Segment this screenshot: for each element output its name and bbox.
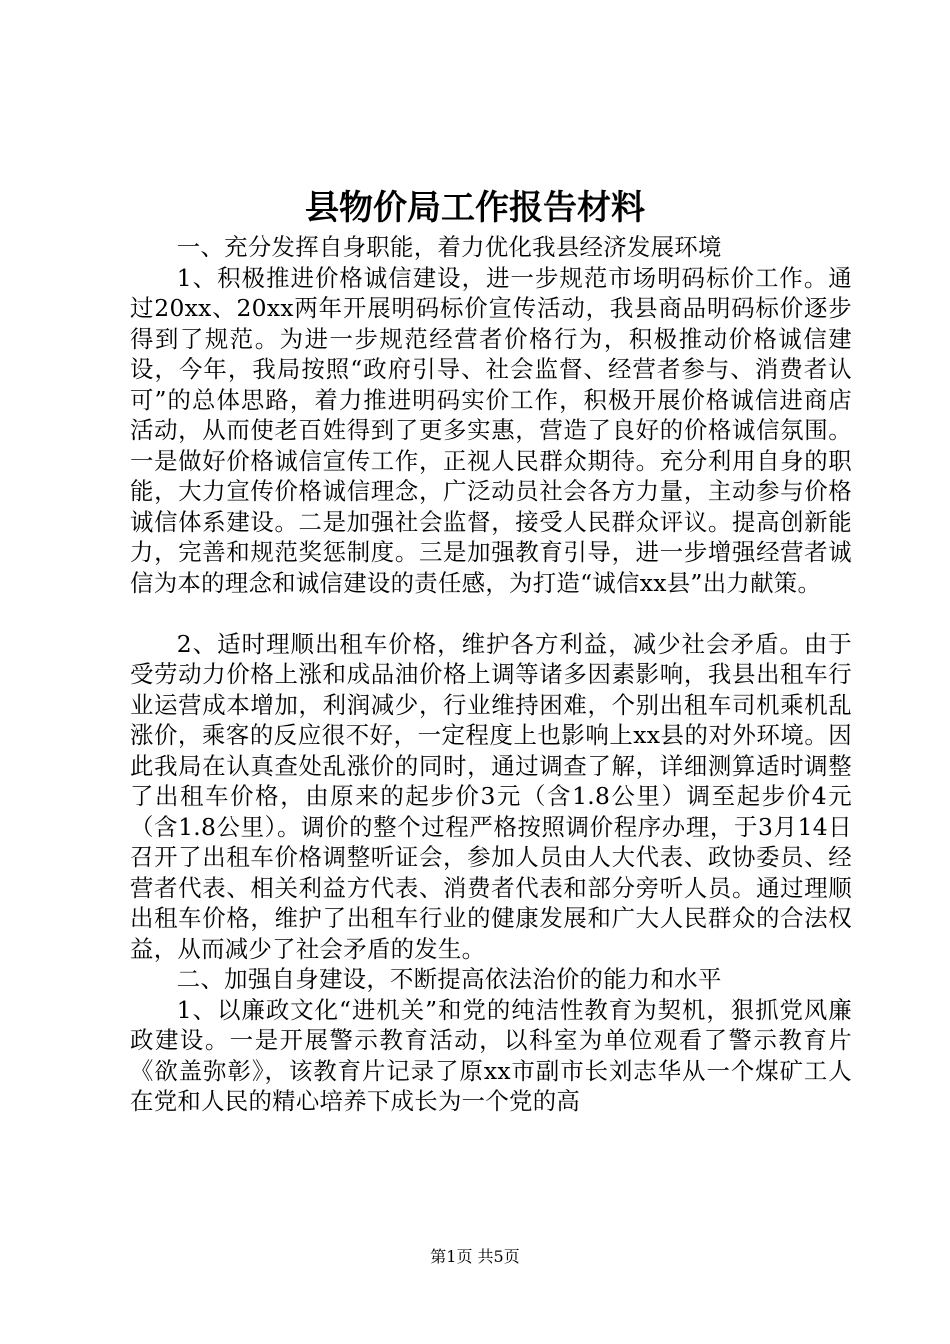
paragraph-price-integrity: 1、积极推进价格诚信建设，进一步规范市场明码标价工作。通过20xx、20xx两年开展明码标价宣传活动，我县商品明码标价逐步得到了规范。为进一步规范经营者价格行为，积极推动价格诚信建设，今年，我局按照“政府引导、社会监督、经营者参与、消费者认可”的总体思路，着力推进明码实价工作，积极开展价格诚信进商店活动，从而使老百姓得到了更多实惠，营造了良好的价格诚信氛围。一是做好价格诚信宣传工作，正视人民群众期待。充分利用自身的职能，大力宣传价格诚信理念，广泛动员社会各方力量，主动参与价格诚信体系建设。二是加强社会监督，接受人民群众评议。提高创新能力，完善和规范奖惩制度。三是加强教育引导，进一步增强经营者诚信为本的理念和诚信建设的责任感，为打造“诚信xx县”出力献策。 <box>130 263 852 597</box>
page-number-footer: 第1页 共5页 <box>430 1247 520 1266</box>
section-heading-1: 一、充分发挥自身职能，着力优化我县经济发展环境 <box>176 233 722 261</box>
paragraph-taxi-price: 2、适时理顺出租车价格，维护各方利益，减少社会矛盾。由于受劳动力价格上涨和成品油价格上调等诸多因素影响，我县出租车行业运营成本增加，利润减少，行业维持困难，个别出租车司机乘机乱涨价，乘客的反应很不好，一定程度上也影响上xx县的对外环境。因此我局在认真查处乱涨价的同时，通过调查了解，详细测算适时调整了出租车价格，由原来的起步价3元（含1.8公里）调至起步价4元（含1.8公里）。调价的整个过程严格按照调价程序办理，于3月14日召开了出租车价格调整听证会，参加人员由人大代表、政协委员、经营者代表、相关利益方代表、消费者代表和部分旁听人员。通过理顺出租车价格，维护了出租车行业的健康发展和广大人民群众的合法权益，从而减少了社会矛盾的发生。 <box>130 629 852 963</box>
paragraph-party-integrity: 1、以廉政文化“进机关”和党的纯洁性教育为契机，狠抓党风廉政建设。一是开展警示教育活动，以科室为单位观看了警示教育片《欲盖弥彰》，该教育片记录了原xx市副市长刘志华从一个煤矿工人在党和人民的精心培养下成长为一个党的高 <box>130 995 852 1115</box>
section-heading-2: 二、加强自身建设，不断提高依法治价的能力和水平 <box>176 965 722 993</box>
document-title: 县物价局工作报告材料 <box>305 188 645 228</box>
document-body <box>130 232 852 1117</box>
